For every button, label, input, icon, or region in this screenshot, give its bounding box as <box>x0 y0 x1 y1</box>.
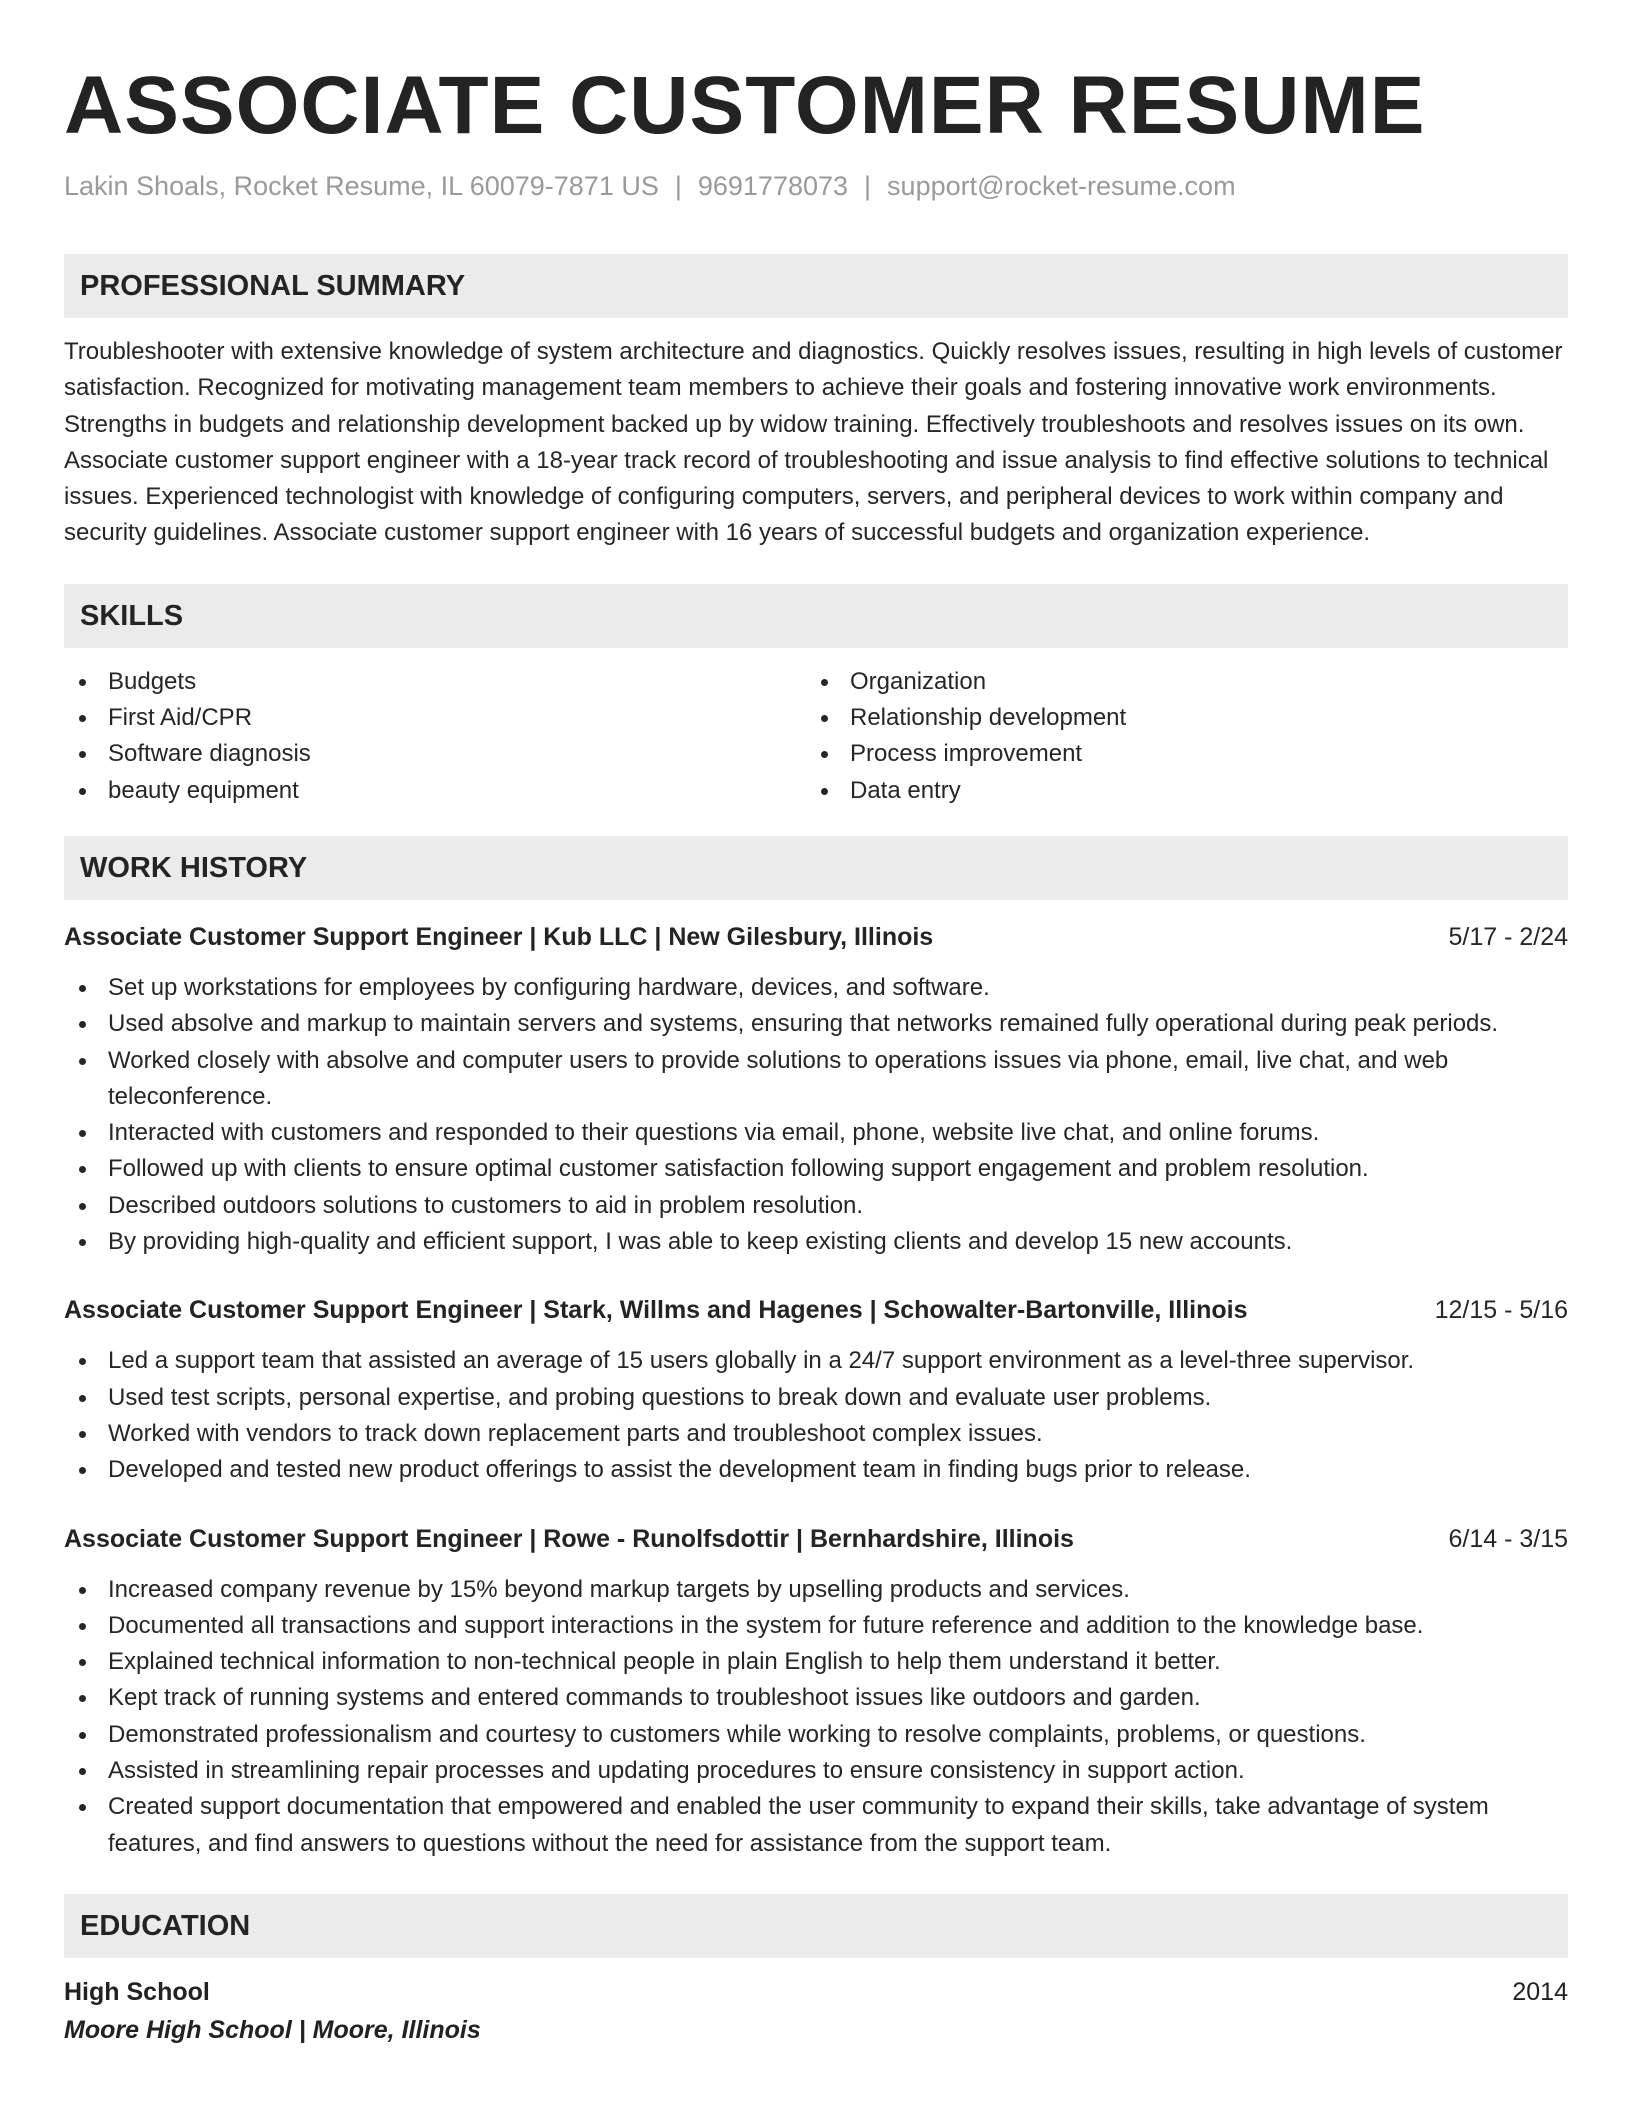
skill-item: Process improvement <box>806 736 1548 772</box>
education-year: 2014 <box>1512 1977 1568 2006</box>
job-bullet: Created support documentation that empowered and enabled the user community to expand their skills, take advantage of system features, and find answers to questions without the need for assistance from the support team. <box>64 1789 1568 1862</box>
skill-item: beauty equipment <box>64 773 806 809</box>
job-dates: 5/17 - 2/24 <box>1448 922 1568 951</box>
skill-item: Organization <box>806 664 1548 700</box>
job-entry <box>64 1521 1568 1862</box>
job-bullet: Used test scripts, personal expertise, and probing questions to break down and evaluate user problems. <box>64 1380 1568 1416</box>
contact-line <box>64 168 1568 204</box>
section-heading-work-history: WORK HISTORY <box>64 836 1568 900</box>
job-bullets <box>64 970 1568 1260</box>
job-title: Associate Customer Support Engineer | Stark, Willms and Hagenes | Schowalter-Bartonville, Illinois <box>64 1296 1248 1325</box>
skill-item: First Aid/CPR <box>64 700 806 736</box>
job-bullet: Explained technical information to non-technical people in plain English to help them understand it better. <box>64 1644 1568 1680</box>
job-dates: 12/15 - 5/16 <box>1434 1296 1568 1325</box>
job-bullet: Increased company revenue by 15% beyond markup targets by upselling products and services. <box>64 1572 1568 1608</box>
contact-address: Lakin Shoals, Rocket Resume, IL 60079-7871 US <box>64 171 659 201</box>
resume-page <box>64 0 1568 2048</box>
job-bullet: Led a support team that assisted an average of 15 users globally in a 24/7 support environment as a level-three supervisor. <box>64 1343 1568 1379</box>
summary-text: Troubleshooter with extensive knowledge of system architecture and diagnostics. Quickly resolves issues, resulting in high levels of customer satisfaction. Recognized for motivating management team members to achieve their goals and fostering innovative work environments. Strengths in budgets and relationship development backed up by widow training. Effectively troubleshoots and resolves issues on its own. Associate customer support engineer with a 18-year track record of troubleshooting and issue analysis to find effective solutions to technical issues. Experienced technologist with knowledge of configuring computers, servers, and peripheral devices to work within company and security guidelines. Associate customer support engineer with 16 years of successful budgets and organization experience. <box>64 338 1563 547</box>
job-bullets <box>64 1572 1568 1862</box>
job-bullet: Followed up with clients to ensure optimal customer satisfaction following support engagement and problem resolution. <box>64 1151 1568 1187</box>
job-bullet: Developed and tested new product offerings to assist the development team in finding bugs prior to release. <box>64 1452 1568 1488</box>
skill-item: Software diagnosis <box>64 736 806 772</box>
job-bullet: Documented all transactions and support interactions in the system for future reference and addition to the knowledge base. <box>64 1608 1568 1644</box>
job-bullet: By providing high-quality and efficient support, I was able to keep existing clients and develop 15 new accounts. <box>64 1224 1568 1260</box>
job-bullet: Set up workstations for employees by configuring hardware, devices, and software. <box>64 970 1568 1006</box>
skills-column-right <box>806 664 1548 809</box>
job-entry <box>64 1292 1568 1488</box>
education-entry <box>64 1974 1568 2010</box>
job-title: Associate Customer Support Engineer | Rowe - Runolfsdottir | Bernhardshire, Illinois <box>64 1524 1074 1553</box>
job-bullet: Worked closely with absolve and computer users to provide solutions to operations issues via phone, email, live chat, and web teleconference. <box>64 1043 1568 1116</box>
job-bullet: Demonstrated professionalism and courtesy to customers while working to resolve complaints, problems, or questions. <box>64 1717 1568 1753</box>
skill-item: Budgets <box>64 664 806 700</box>
job-bullets <box>64 1343 1568 1488</box>
contact-separator: | <box>864 171 872 201</box>
contact-email: support@rocket-resume.com <box>887 171 1236 201</box>
section-heading-education: EDUCATION <box>64 1894 1568 1958</box>
skills-column-left <box>64 664 806 809</box>
skills-list <box>64 664 1568 809</box>
education-degree: High School <box>64 1977 210 2006</box>
job-bullet: Kept track of running systems and entered commands to troubleshoot issues like outdoors and garden. <box>64 1680 1568 1716</box>
job-dates: 6/14 - 3/15 <box>1448 1524 1568 1553</box>
section-heading-skills: SKILLS <box>64 584 1568 648</box>
contact-separator: | <box>674 171 682 201</box>
job-bullet: Interacted with customers and responded to their questions via email, phone, website live chat, and online forums. <box>64 1115 1568 1151</box>
job-bullet: Assisted in streamlining repair processes and updating procedures to ensure consistency in support action. <box>64 1753 1568 1789</box>
job-bullet: Described outdoors solutions to customers to aid in problem resolution. <box>64 1188 1568 1224</box>
contact-phone: 9691778073 <box>697 171 849 201</box>
job-bullet: Worked with vendors to track down replacement parts and troubleshoot complex issues. <box>64 1416 1568 1452</box>
job-bullet: Used absolve and markup to maintain servers and systems, ensuring that networks remained fully operational during peak periods. <box>64 1006 1568 1042</box>
section-heading-summary: PROFESSIONAL SUMMARY <box>64 254 1568 318</box>
job-title: Associate Customer Support Engineer | Kub LLC | New Gilesbury, Illinois <box>64 922 934 951</box>
job-entry <box>64 919 1568 1260</box>
education-school: Moore High School | Moore, Illinois <box>64 2015 481 2044</box>
skill-item: Data entry <box>806 773 1548 809</box>
skill-item: Relationship development <box>806 700 1548 736</box>
resume-title: ASSOCIATE CUSTOMER RESUME <box>64 60 1426 151</box>
